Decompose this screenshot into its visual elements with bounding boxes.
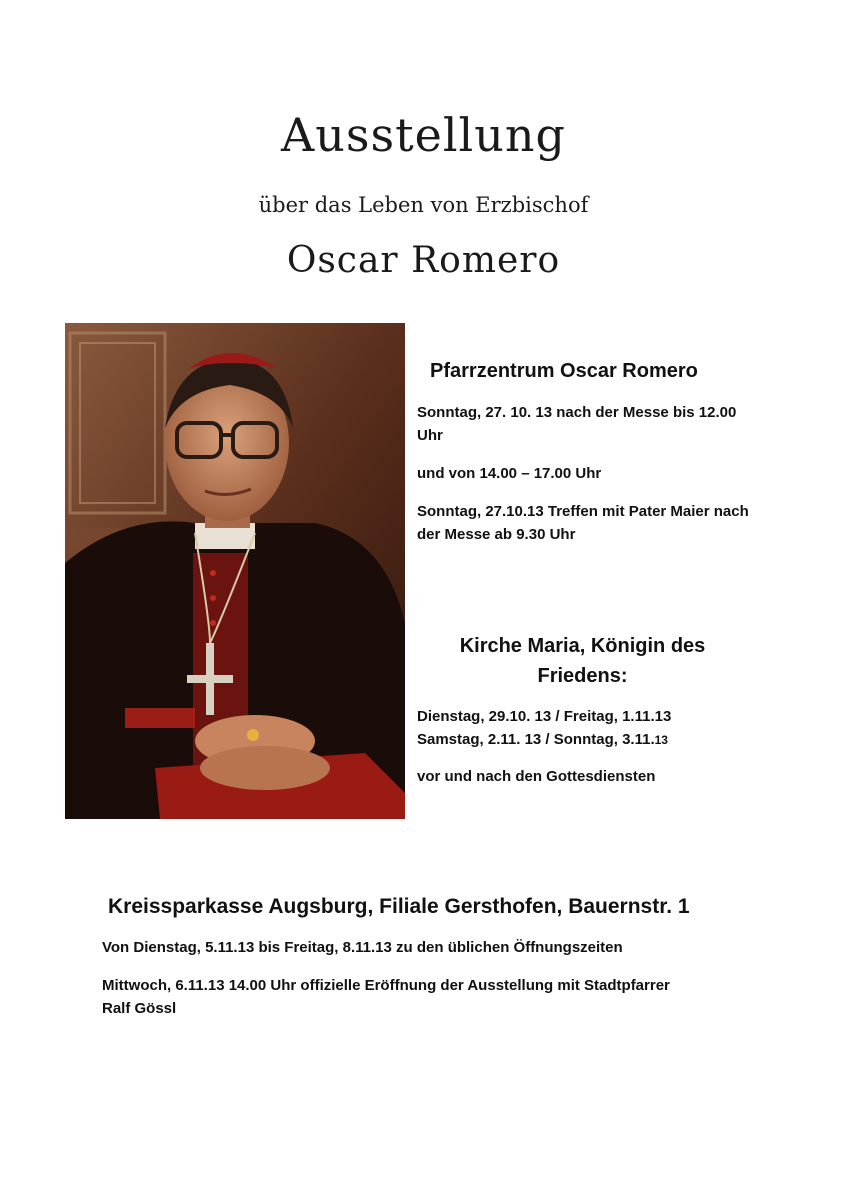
schedule-line: Dienstag, 29.10. 13 / Freitag, 1.11.13 [417,708,672,725]
section-heading-kirche: Kirche Maria, Königin des Friedens: [459,635,706,687]
schedule-line: und von 14.00 – 17.00 Uhr [417,465,602,482]
schedule-line: Sonntag, 27.10.13 Treffen mit Pater Maier nach der Messe ab 9.30 Uhr [417,503,749,543]
schedule-line-main: Samstag, 2.11. 13 / Sonntag, 3.11. [417,731,655,748]
schedule-dates [417,705,757,752]
section-heading-pfarrzentrum: Pfarrzentrum Oscar Romero [430,360,698,382]
schedule-line [417,728,757,752]
portrait-photo [65,323,405,819]
exhibition-subtitle: über das Leben von Erzbischof [258,193,589,217]
schedule-line: Sonntag, 27. 10. 13 nach der Messe bis 12.00 Uhr [417,404,737,444]
schedule-line-suffix: 13 [654,733,668,747]
schedule-line: Von Dienstag, 5.11.13 bis Freitag, 8.11.13 zu den üblichen Öffnungszeiten [102,939,623,956]
schedule-note: vor und nach den Gottesdiensten [417,768,656,785]
schedule-line: Mittwoch, 6.11.13 14.00 Uhr offizielle Eröffnung der Ausstellung mit Stadtpfarrer Ralf Gössl [102,977,670,1017]
exhibition-title: Ausstellung [281,108,566,162]
section-heading-kreissparkasse: Kreissparkasse Augsburg, Filiale Gersthofen, Bauernstr. 1 [108,895,690,918]
archbishop-name: Oscar Romero [286,240,561,281]
